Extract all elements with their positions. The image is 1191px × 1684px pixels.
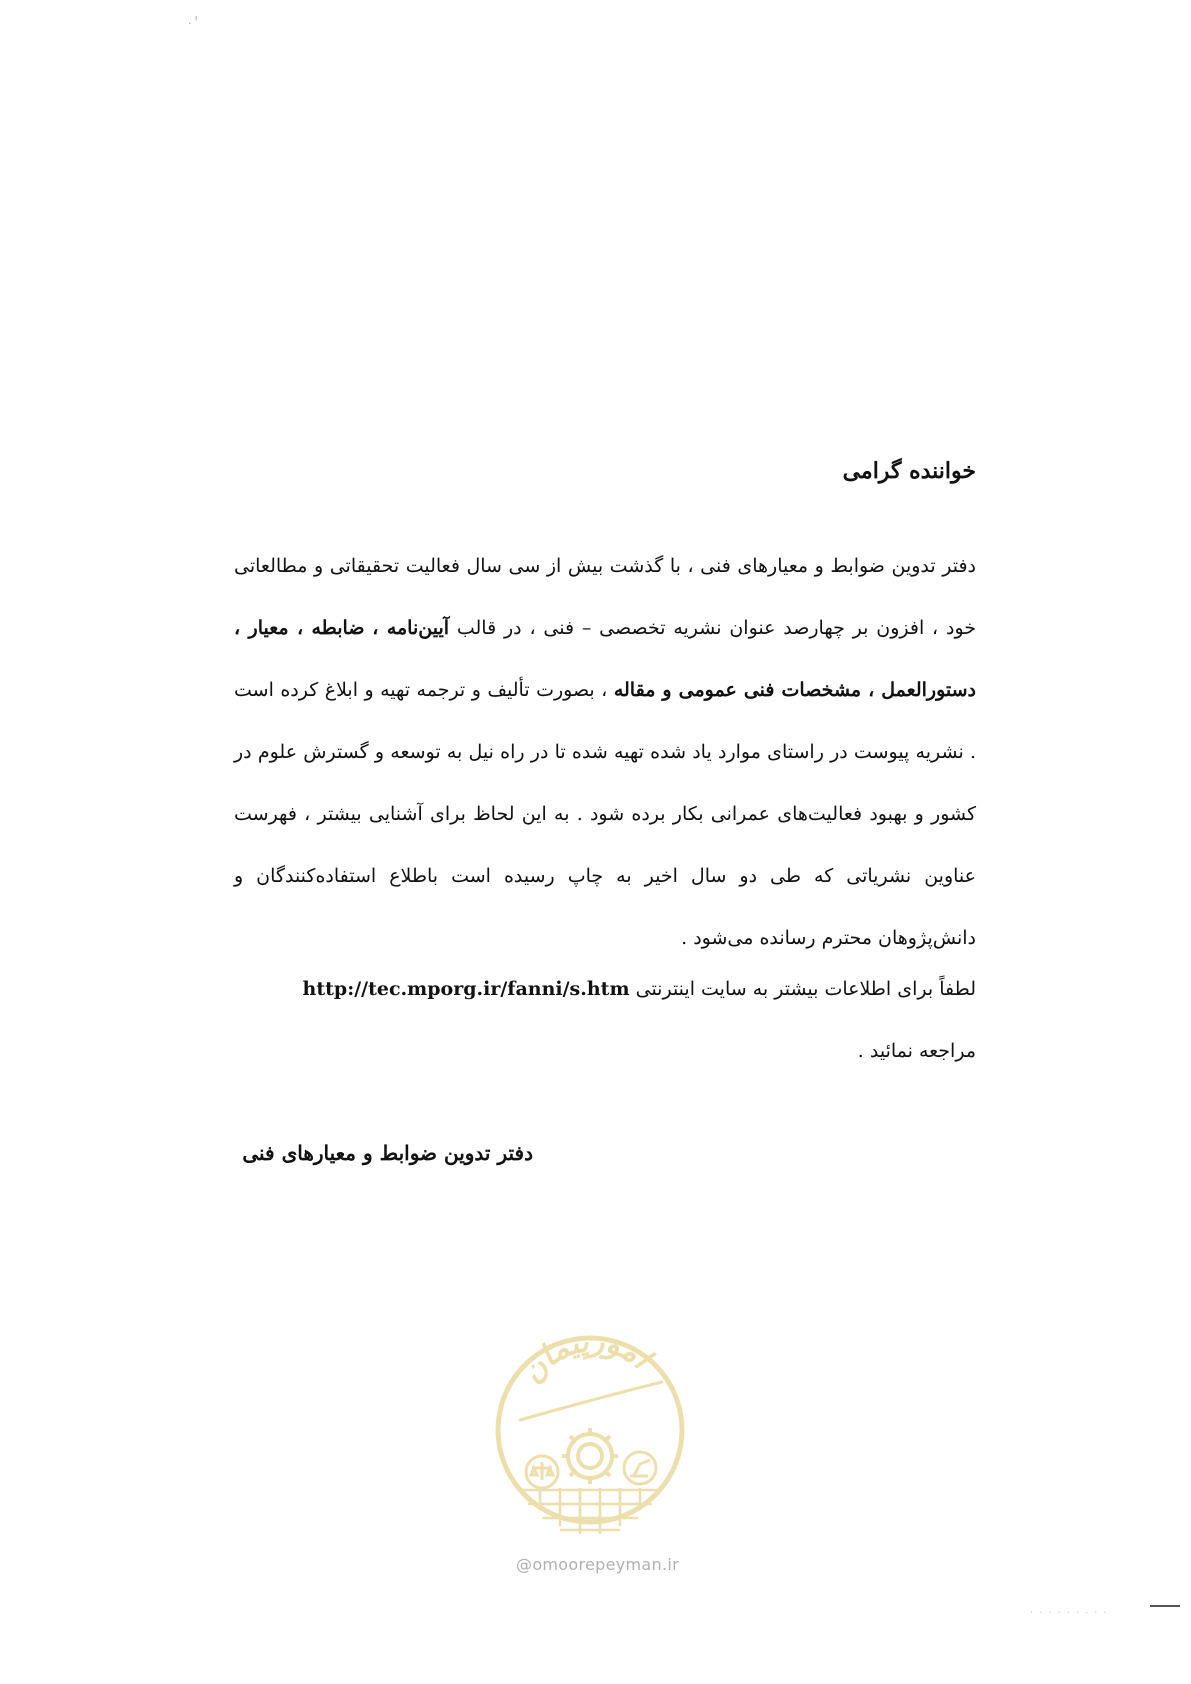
intro-paragraph [234, 535, 976, 969]
page-title: خواننده گرامی [842, 458, 976, 484]
paragraph-text-2: ، بصورت تألیف و ترجمه تهیه و ابلاغ کرده است . نشریه پیوست در راستای موارد یاد شده تهیه شده تا در راه نیل به توسعه و گسترش علوم در کشور و بهبود فعالیت‌های عمرانی بکار برده شود . به این لحاظ برای آشنایی بیشتر ، فهرست عناوین نشریاتی که طی دو سال اخیر به چاپ رسیده است باطلاع استفاده‌کنندگان و دانش‌پژوهان محترم رسانده می‌شود . [234, 679, 976, 949]
brick-grid [520, 1488, 660, 1534]
signature: دفتر تدوین ضوابط و معیارهای فنی [242, 1141, 533, 1165]
paragraph-bold-2: ضابطه ، معیار ، دستورالعمل ، مشخصات فنی عمومی و مقاله [234, 617, 977, 701]
reference-suffix: مراجعه نمائید . [857, 1040, 976, 1062]
omoor-peyman-seal [490, 1322, 690, 1550]
paragraph-bold-1: آیین‌نامه ، [372, 617, 450, 639]
reference-prefix: لطفاً برای اطلاعات بیشتر به سایت اینترنتی [635, 978, 976, 1000]
gear-icon [562, 1428, 618, 1484]
scale-icon [526, 1456, 558, 1488]
seal-arc-text: امورپیمان [514, 1323, 657, 1390]
paragraph-text-1: دفتر تدوین ضوابط و معیارهای فنی ، با گذشت بیش از سی سال فعالیت تحقیقاتی و مطالعاتی خود ، افزون بر چهارصد عنوان نشریه تخصصی – فنی ، در قالب [234, 555, 977, 639]
scan-edge-mark [1150, 1605, 1180, 1607]
seal-website: @omoorepeyman.ir [516, 1555, 679, 1574]
website-reference [234, 958, 976, 1082]
website-link[interactable]: http://tec.mporg.ir/fanni/s.htm [302, 978, 630, 1000]
scan-corner-mark: . ᑊ [188, 14, 198, 27]
excavator-icon [624, 1452, 656, 1484]
scan-edge-dots: ......... [1030, 1605, 1113, 1616]
